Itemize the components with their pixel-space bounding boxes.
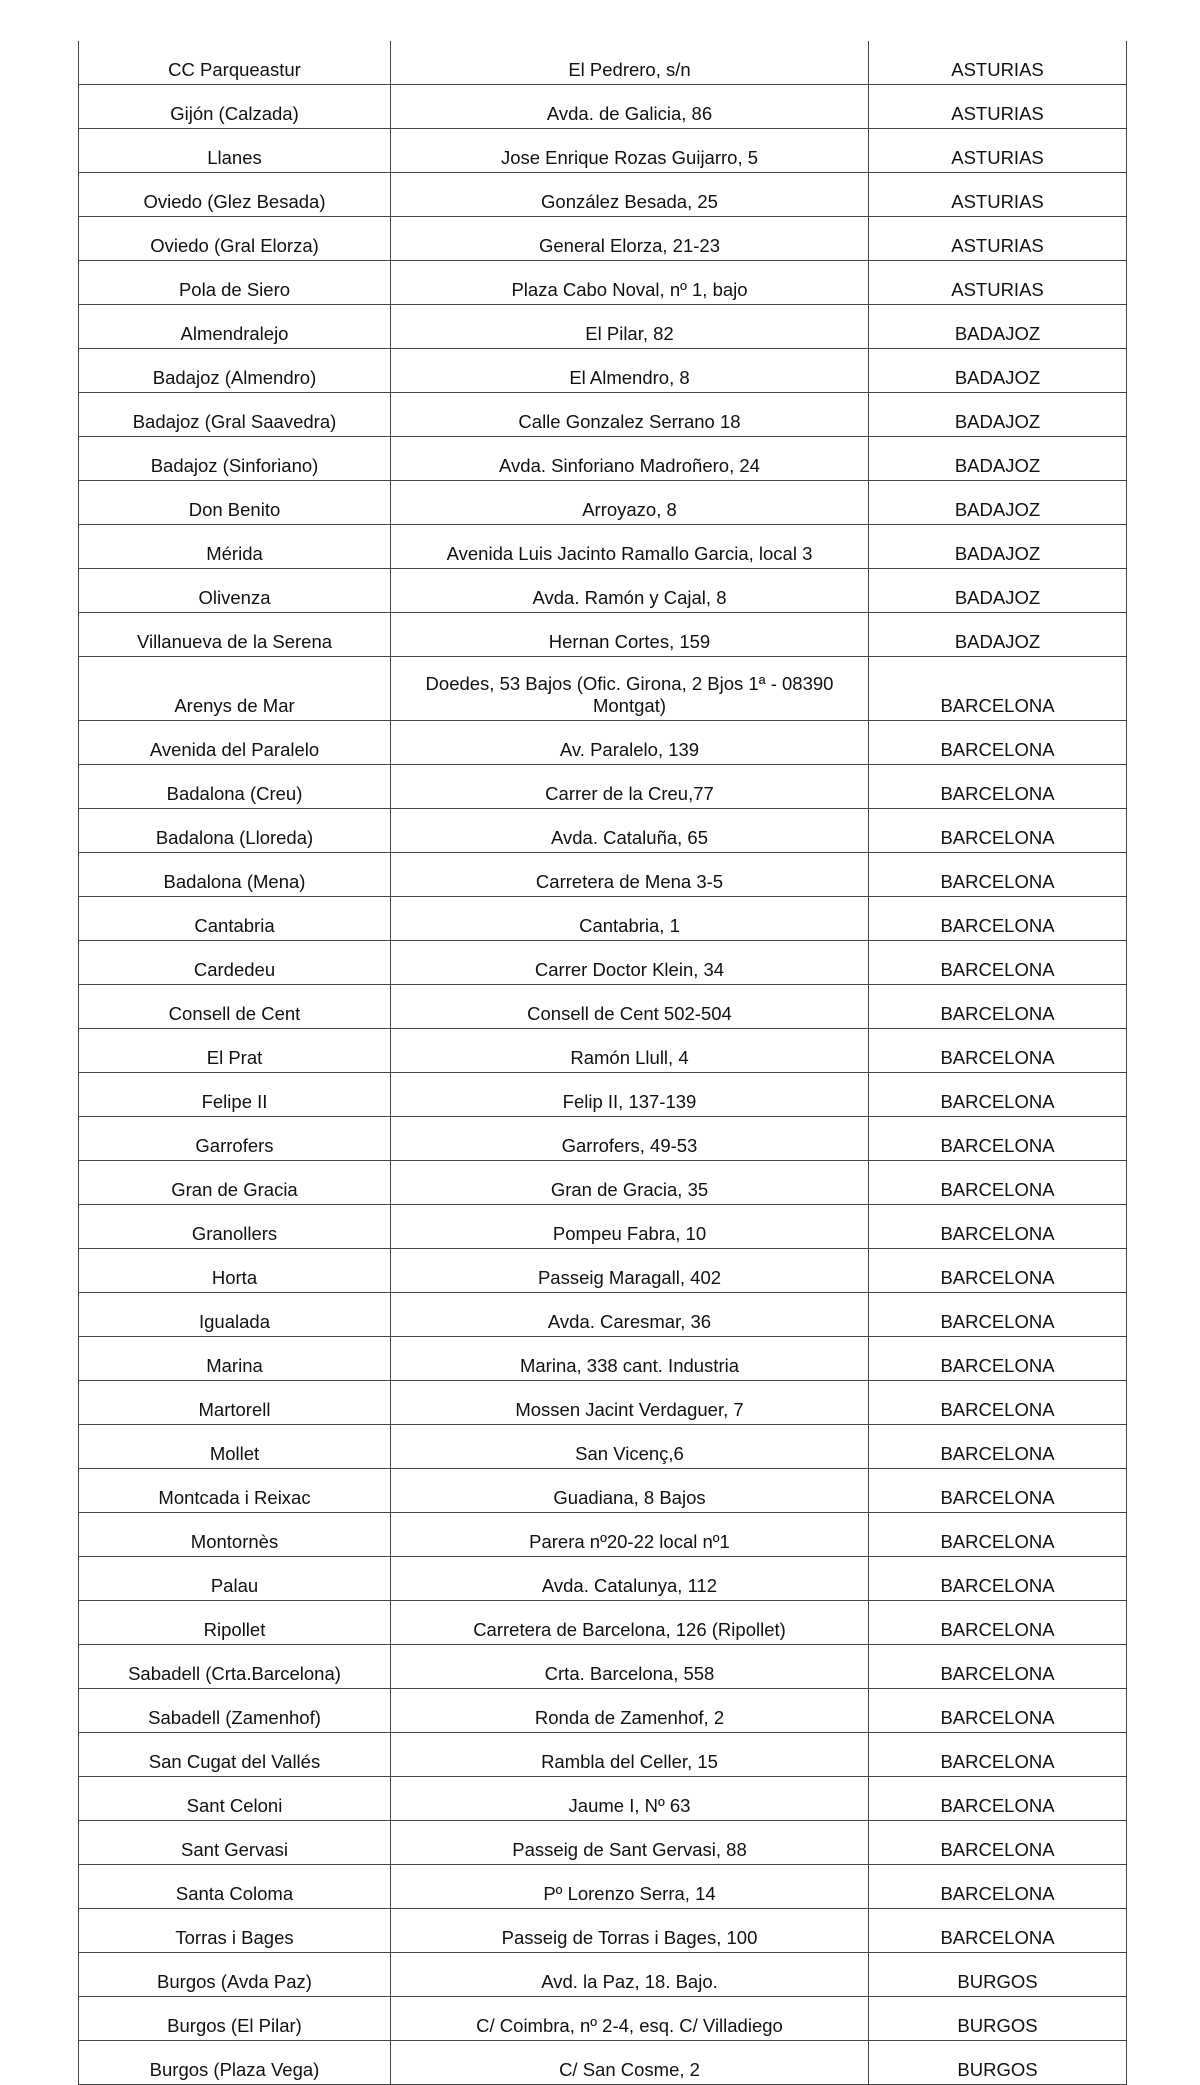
table-row: [79, 853, 1127, 897]
province-cell: BADAJOZ: [869, 393, 1127, 437]
office-name-cell: Sabadell (Zamenhof): [79, 1689, 391, 1733]
office-name-cell: Horta: [79, 1249, 391, 1293]
table-row: [79, 1425, 1127, 1469]
address-cell: El Pedrero, s/n: [391, 41, 869, 85]
address-cell: Pº Lorenzo Serra, 14: [391, 1865, 869, 1909]
address-cell: Avda. Ramón y Cajal, 8: [391, 569, 869, 613]
table-row: [79, 657, 1127, 721]
province-cell: BARCELONA: [869, 985, 1127, 1029]
table-row: [79, 897, 1127, 941]
address-cell: Avenida Luis Jacinto Ramallo Garcia, local 3: [391, 525, 869, 569]
office-name-cell: Burgos (El Pilar): [79, 1997, 391, 2041]
office-name-cell: Marina: [79, 1337, 391, 1381]
province-cell: ASTURIAS: [869, 41, 1127, 85]
address-cell: General Elorza, 21-23: [391, 217, 869, 261]
office-name-cell: Igualada: [79, 1293, 391, 1337]
address-cell: Pompeu Fabra, 10: [391, 1205, 869, 1249]
address-cell: Guadiana, 8 Bajos: [391, 1469, 869, 1513]
address-cell: Avd. la Paz, 18. Bajo.: [391, 1953, 869, 1997]
province-cell: BARCELONA: [869, 657, 1127, 721]
table-body: [79, 41, 1127, 2085]
table-row: [79, 393, 1127, 437]
address-cell: Carretera de Barcelona, 126 (Ripollet): [391, 1601, 869, 1645]
office-name-cell: Torras i Bages: [79, 1909, 391, 1953]
address-cell: El Almendro, 8: [391, 349, 869, 393]
table-row: [79, 1469, 1127, 1513]
office-name-cell: Badajoz (Almendro): [79, 349, 391, 393]
address-cell: Ramón Llull, 4: [391, 1029, 869, 1073]
table-row: [79, 1865, 1127, 1909]
office-name-cell: Ripollet: [79, 1601, 391, 1645]
office-name-cell: Badajoz (Gral Saavedra): [79, 393, 391, 437]
province-cell: BARCELONA: [869, 1029, 1127, 1073]
table-row: [79, 765, 1127, 809]
address-cell: Hernan Cortes, 159: [391, 613, 869, 657]
province-cell: ASTURIAS: [869, 173, 1127, 217]
office-name-cell: Cantabria: [79, 897, 391, 941]
table-row: [79, 941, 1127, 985]
office-name-cell: Villanueva de la Serena: [79, 613, 391, 657]
table-row: [79, 173, 1127, 217]
office-name-cell: Pola de Siero: [79, 261, 391, 305]
address-cell: Jaume I, Nº 63: [391, 1777, 869, 1821]
province-cell: BARCELONA: [869, 1821, 1127, 1865]
address-cell: Calle Gonzalez Serrano 18: [391, 393, 869, 437]
table-row: [79, 437, 1127, 481]
address-cell: Cantabria, 1: [391, 897, 869, 941]
province-cell: BARCELONA: [869, 1073, 1127, 1117]
province-cell: ASTURIAS: [869, 129, 1127, 173]
province-cell: BARCELONA: [869, 1161, 1127, 1205]
address-cell: Rambla del Celler, 15: [391, 1733, 869, 1777]
office-name-cell: Olivenza: [79, 569, 391, 613]
office-name-cell: El Prat: [79, 1029, 391, 1073]
address-cell: El Pilar, 82: [391, 305, 869, 349]
table-row: [79, 1777, 1127, 1821]
table-row: [79, 1645, 1127, 1689]
address-cell: Gran de Gracia, 35: [391, 1161, 869, 1205]
table-row: [79, 613, 1127, 657]
province-cell: BARCELONA: [869, 1249, 1127, 1293]
address-cell: Felip II, 137-139: [391, 1073, 869, 1117]
address-cell: Garrofers, 49-53: [391, 1117, 869, 1161]
province-cell: BARCELONA: [869, 1733, 1127, 1777]
province-cell: BADAJOZ: [869, 569, 1127, 613]
address-cell: Mossen Jacint Verdaguer, 7: [391, 1381, 869, 1425]
province-cell: ASTURIAS: [869, 261, 1127, 305]
province-cell: BARCELONA: [869, 1645, 1127, 1689]
province-cell: BARCELONA: [869, 721, 1127, 765]
table-row: [79, 1381, 1127, 1425]
table-row: [79, 1249, 1127, 1293]
address-cell: Carretera de Mena 3-5: [391, 853, 869, 897]
office-name-cell: Arenys de Mar: [79, 657, 391, 721]
table-row: [79, 721, 1127, 765]
address-cell: Ronda de Zamenhof, 2: [391, 1689, 869, 1733]
table-row: [79, 349, 1127, 393]
address-cell: C/ Coimbra, nº 2-4, esq. C/ Villadiego: [391, 1997, 869, 2041]
address-cell: Av. Paralelo, 139: [391, 721, 869, 765]
office-name-cell: Cardedeu: [79, 941, 391, 985]
province-cell: BARCELONA: [869, 1205, 1127, 1249]
address-cell: Passeig Maragall, 402: [391, 1249, 869, 1293]
table-row: [79, 1073, 1127, 1117]
province-cell: BURGOS: [869, 1953, 1127, 1997]
address-cell: Carrer de la Creu,77: [391, 765, 869, 809]
province-cell: ASTURIAS: [869, 85, 1127, 129]
address-cell: Crta. Barcelona, 558: [391, 1645, 869, 1689]
province-cell: BADAJOZ: [869, 305, 1127, 349]
table-row: [79, 1997, 1127, 2041]
address-cell: Avda. de Galicia, 86: [391, 85, 869, 129]
address-cell: Carrer Doctor Klein, 34: [391, 941, 869, 985]
province-cell: BARCELONA: [869, 1557, 1127, 1601]
office-name-cell: Santa Coloma: [79, 1865, 391, 1909]
table-row: [79, 1293, 1127, 1337]
office-name-cell: Gran de Gracia: [79, 1161, 391, 1205]
address-cell: Avda. Sinforiano Madroñero, 24: [391, 437, 869, 481]
table-row: [79, 1689, 1127, 1733]
table-row: [79, 1821, 1127, 1865]
address-cell: Avda. Catalunya, 112: [391, 1557, 869, 1601]
province-cell: BARCELONA: [869, 809, 1127, 853]
province-cell: BARCELONA: [869, 1777, 1127, 1821]
office-name-cell: Badajoz (Sinforiano): [79, 437, 391, 481]
table-row: [79, 1909, 1127, 1953]
table-row: [79, 481, 1127, 525]
table-row: [79, 985, 1127, 1029]
office-name-cell: Granollers: [79, 1205, 391, 1249]
office-name-cell: Llanes: [79, 129, 391, 173]
office-name-cell: Oviedo (Glez Besada): [79, 173, 391, 217]
table-row: [79, 2041, 1127, 2085]
office-name-cell: San Cugat del Vallés: [79, 1733, 391, 1777]
table-row: [79, 525, 1127, 569]
address-cell: Avda. Caresmar, 36: [391, 1293, 869, 1337]
office-name-cell: Palau: [79, 1557, 391, 1601]
address-cell: Passeig de Torras i Bages, 100: [391, 1909, 869, 1953]
office-name-cell: CC Parqueastur: [79, 41, 391, 85]
province-cell: BARCELONA: [869, 1381, 1127, 1425]
office-name-cell: Almendralejo: [79, 305, 391, 349]
province-cell: BARCELONA: [869, 1909, 1127, 1953]
address-cell: Doedes, 53 Bajos (Ofic. Girona, 2 Bjos 1ª - 08390 Montgat): [391, 657, 869, 721]
table-row: [79, 1029, 1127, 1073]
office-name-cell: Sant Gervasi: [79, 1821, 391, 1865]
table-row: [79, 1513, 1127, 1557]
province-cell: BARCELONA: [869, 1337, 1127, 1381]
province-cell: ASTURIAS: [869, 217, 1127, 261]
province-cell: BADAJOZ: [869, 349, 1127, 393]
office-name-cell: Montornès: [79, 1513, 391, 1557]
address-cell: Consell de Cent 502-504: [391, 985, 869, 1029]
address-cell: Passeig de Sant Gervasi, 88: [391, 1821, 869, 1865]
province-cell: BARCELONA: [869, 1425, 1127, 1469]
office-name-cell: Gijón (Calzada): [79, 85, 391, 129]
address-cell: Marina, 338 cant. Industria: [391, 1337, 869, 1381]
table-row: [79, 305, 1127, 349]
province-cell: BADAJOZ: [869, 437, 1127, 481]
province-cell: BARCELONA: [869, 1865, 1127, 1909]
office-name-cell: Don Benito: [79, 481, 391, 525]
province-cell: BARCELONA: [869, 853, 1127, 897]
province-cell: BARCELONA: [869, 1469, 1127, 1513]
address-cell: Parera nº20-22 local nº1: [391, 1513, 869, 1557]
table-row: [79, 129, 1127, 173]
province-cell: BARCELONA: [869, 765, 1127, 809]
table-row: [79, 1117, 1127, 1161]
province-cell: BURGOS: [869, 2041, 1127, 2085]
office-name-cell: Consell de Cent: [79, 985, 391, 1029]
province-cell: BARCELONA: [869, 897, 1127, 941]
table-row: [79, 1733, 1127, 1777]
table-row: [79, 1205, 1127, 1249]
office-name-cell: Badalona (Lloreda): [79, 809, 391, 853]
province-cell: BADAJOZ: [869, 525, 1127, 569]
table-row: [79, 261, 1127, 305]
office-name-cell: Mérida: [79, 525, 391, 569]
address-cell: González Besada, 25: [391, 173, 869, 217]
office-name-cell: Burgos (Avda Paz): [79, 1953, 391, 1997]
office-name-cell: Avenida del Paralelo: [79, 721, 391, 765]
office-name-cell: Badalona (Creu): [79, 765, 391, 809]
province-cell: BARCELONA: [869, 1513, 1127, 1557]
address-cell: Avda. Cataluña, 65: [391, 809, 869, 853]
province-cell: BADAJOZ: [869, 613, 1127, 657]
address-cell: Jose Enrique Rozas Guijarro, 5: [391, 129, 869, 173]
address-cell: C/ San Cosme, 2: [391, 2041, 869, 2085]
table-row: [79, 1337, 1127, 1381]
table-row: [79, 1601, 1127, 1645]
office-name-cell: Montcada i Reixac: [79, 1469, 391, 1513]
province-cell: BARCELONA: [869, 941, 1127, 985]
table-row: [79, 85, 1127, 129]
table-row: [79, 217, 1127, 261]
office-name-cell: Sabadell (Crta.Barcelona): [79, 1645, 391, 1689]
office-name-cell: Garrofers: [79, 1117, 391, 1161]
province-cell: BARCELONA: [869, 1689, 1127, 1733]
office-name-cell: Martorell: [79, 1381, 391, 1425]
table-row: [79, 1557, 1127, 1601]
province-cell: BARCELONA: [869, 1601, 1127, 1645]
office-name-cell: Burgos (Plaza Vega): [79, 2041, 391, 2085]
province-cell: BARCELONA: [869, 1293, 1127, 1337]
province-cell: BURGOS: [869, 1997, 1127, 2041]
office-name-cell: Sant Celoni: [79, 1777, 391, 1821]
table-row: [79, 1161, 1127, 1205]
office-name-cell: Mollet: [79, 1425, 391, 1469]
office-name-cell: Felipe II: [79, 1073, 391, 1117]
table-row: [79, 809, 1127, 853]
office-name-cell: Oviedo (Gral Elorza): [79, 217, 391, 261]
office-address-table: [78, 41, 1127, 2085]
province-cell: BADAJOZ: [869, 481, 1127, 525]
table-row: [79, 569, 1127, 613]
address-cell: San Vicenç,6: [391, 1425, 869, 1469]
province-cell: BARCELONA: [869, 1117, 1127, 1161]
office-name-cell: Badalona (Mena): [79, 853, 391, 897]
address-cell: Plaza Cabo Noval, nº 1, bajo: [391, 261, 869, 305]
address-cell: Arroyazo, 8: [391, 481, 869, 525]
table-row: [79, 1953, 1127, 1997]
table-row: [79, 41, 1127, 85]
